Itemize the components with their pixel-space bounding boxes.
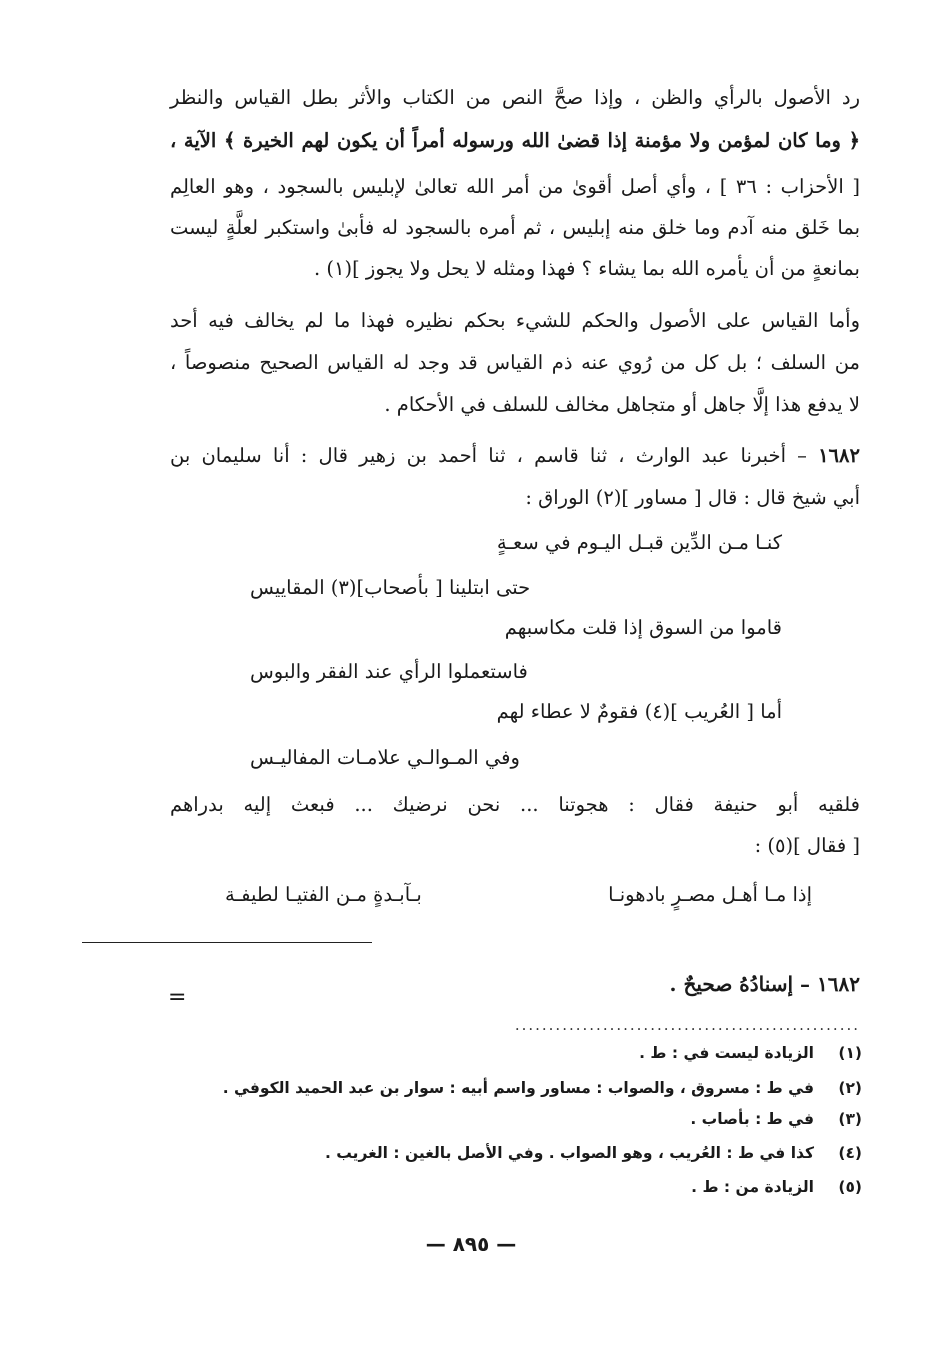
paragraph1-line1: رد الأصول بالرأي والظن ، وإذا صحَّ النص من الكتاب والأثر بطل القياس والنظر xyxy=(170,86,860,109)
footnote-text: الزيادة من : ط . xyxy=(691,1178,814,1196)
paragraph3-line2: [ فقال ](٥) : xyxy=(754,834,860,857)
verse2-second-hemistich: بـآبـدةٍ مـن الفتيـا لطيفـة xyxy=(225,883,422,906)
quran-verse-line: ﴿ وما كان لمؤمن ولا مؤمنة إذا قضىٰ الله ورسوله أمراً أن يكون لهم الخيرة ﴾ الآية ، xyxy=(170,129,860,152)
dotted-separator: ................................................... xyxy=(514,1016,860,1034)
footnote-2 xyxy=(223,1081,862,1097)
footnote-number: (٢) xyxy=(838,1079,862,1097)
hadith-line2: أبي شيخ قال : قال [ مساور ](٢) الوراق : xyxy=(525,486,860,509)
ruling-number: ١٦٨٢ xyxy=(817,972,860,996)
ruling-line xyxy=(170,974,860,994)
footnote-text: الزيادة ليست في : ط . xyxy=(639,1044,814,1062)
continuation-sign: = xyxy=(168,985,187,1010)
footnote-1 xyxy=(639,1046,862,1062)
paragraph1-line3: [ الأحزاب : ٣٦ ] ، وأي أصل أقوىٰ من أمر الله تعالىٰ لإبليس بالسجود ، وهو العالِم xyxy=(170,175,860,198)
footnote-text: كذا في ط : العُريب ، وهو الصواب . وفي الأصل بالغين : الغريب . xyxy=(324,1144,814,1162)
footnote-5 xyxy=(691,1180,862,1196)
footnote-number: (٣) xyxy=(838,1110,862,1128)
page-number: — ٨٩٥ — xyxy=(425,1232,517,1256)
ruling-text: – إسنادُهُ صحيحٌ . xyxy=(669,972,811,996)
hadith-number: ١٦٨٢ xyxy=(818,444,860,467)
footnote-text: في ط : مسروق ، والصواب : مساور واسم أبيه : سوار بن عبد الحميد الكوفي . xyxy=(222,1079,814,1097)
poem-verse-3: قاموا من السوق إذا قلت مكاسبهم xyxy=(504,616,782,639)
hadith-line1 xyxy=(170,446,860,466)
paragraph1-line5: بمانعةٍ من أن يأمره الله بما يشاء ؟ فهذا ومثله لا يحل ولا يجوز ](١) . xyxy=(313,257,860,280)
paragraph1-line4: بما خَلق منه آدم وما خلق منه إبليس ، ثم أمره بالسجود له فأبىٰ واستكبر لعلَّةٍ ليست xyxy=(170,216,860,239)
footnote-separator xyxy=(82,942,372,943)
poem-verse-5: أما [ العُريب ](٤) فقومٌ لا عطاء لهم xyxy=(496,700,782,723)
poem-verse-6: وفي المـوالـي علامـات المفاليـس xyxy=(250,746,520,769)
poem-verse-1: كنـا مـن الدِّين قبـل اليـوم في سعـةٍ xyxy=(496,531,782,554)
footnote-4 xyxy=(325,1146,862,1162)
footnote-number: (٥) xyxy=(838,1178,862,1196)
paragraph3-line1: فلقيه أبو حنيفة فقال : هجوتنا ... نحن نرضيك ... فبعث إليه بدراهم xyxy=(170,793,860,816)
footnote-number: (٤) xyxy=(838,1144,862,1162)
paragraph2-line1: وأما القياس على الأصول والحكم للشيء بحكم نظيره فهذا ما لم يخالف فيه أحد xyxy=(170,309,860,332)
footnote-number: (١) xyxy=(838,1044,862,1062)
footnote-text: في ط : بأصاب . xyxy=(690,1110,814,1128)
footnote-3 xyxy=(690,1112,862,1128)
poem-verse-4: فاستعملوا الرأي عند الفقر والبوس xyxy=(250,660,528,683)
paragraph2-line3: لا يدفع هذا إلَّا جاهل أو متجاهل مخالف للسلف في الأحكام . xyxy=(384,393,860,416)
hadith-text-1: – أخبرنا عبد الوارث ، ثنا قاسم ، ثنا أحمد بن زهير قال : أنا سليمان بن xyxy=(170,444,807,467)
paragraph2-line2: من السلف ؛ بل كل من رُوي عنه ذم القياس قد وجد له القياس الصحيح منصوصاً ، xyxy=(170,351,860,374)
verse2-first-hemistich: إذا مـا أهـل مصـرٍ بادهونـا xyxy=(608,883,812,906)
poem-verse-2: حتى ابتلينا [ بأصحاب](٣) المقاييس xyxy=(250,576,531,599)
